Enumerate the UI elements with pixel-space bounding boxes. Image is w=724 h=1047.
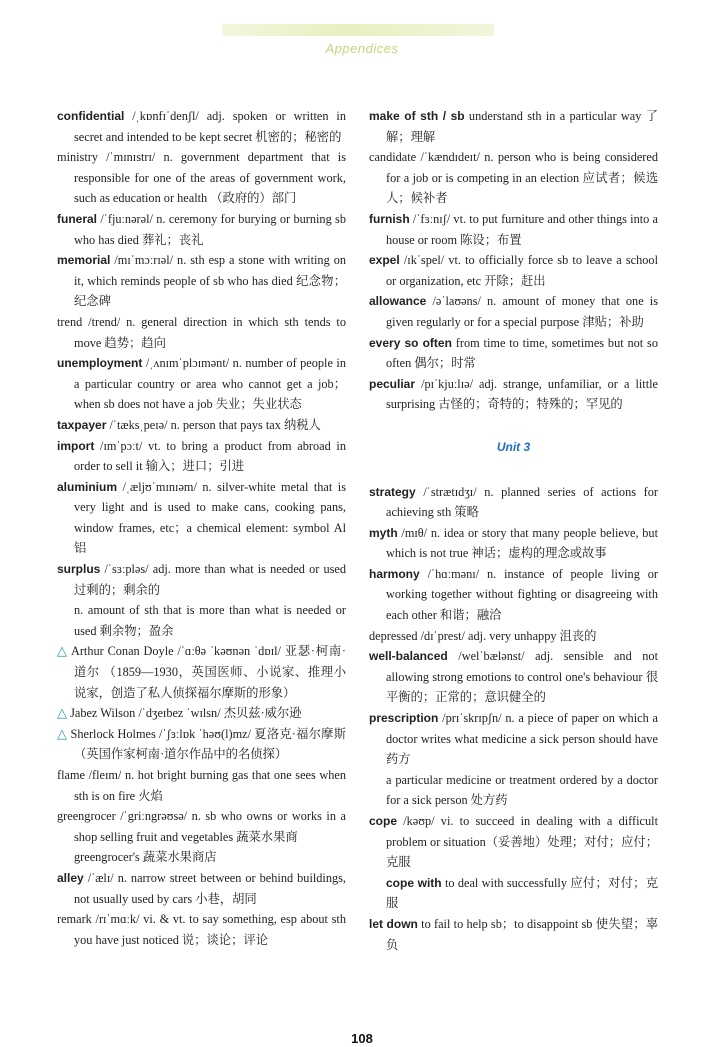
glossary-entry (369, 770, 658, 811)
entry-headword: expel (369, 253, 400, 268)
entry-definition: /mɪˈmɔːrɪəl/ n. sth esp a stone with writing on it, which reminds people of sb who has died 纪念物；纪念碑 (74, 253, 346, 309)
entry-definition: /welˈbælənst/ adj. sensible and not allowing strong emotions to control one's behaviour 很平衡的；正常的；意识健全的 (386, 649, 658, 705)
entry-headword: cope with (386, 875, 442, 890)
glossary-entry (57, 209, 346, 250)
entry-headword: let down (369, 916, 418, 931)
entry-definition: /ˈfjuːnərəl/ n. ceremony for burying or burning sb who has died 葬礼；丧礼 (74, 211, 346, 247)
right-column-bottom (369, 482, 658, 956)
glossary-entry (369, 291, 658, 332)
entry-headword: flame (57, 768, 85, 782)
entry-definition: Jabez Wilson /ˈdʒeɪbez ˈwɪlsn/ 杰贝兹·威尔逊 (67, 706, 302, 721)
entry-definition: n. amount of sth that is more than what is needed or used 剩余物；盈余 (74, 603, 346, 638)
glossary-entry (57, 559, 346, 600)
glossary-entry (369, 646, 658, 708)
glossary-entry (57, 641, 346, 703)
entry-definition: /ˈtæksˌpeɪə/ n. person that pays tax 纳税人 (106, 417, 321, 432)
glossary-entry (369, 564, 658, 626)
glossary-entry (57, 724, 346, 765)
entry-headword: ministry (57, 150, 98, 165)
entry-definition: understand sth in a particular way 了解；理解 (386, 109, 658, 144)
glossary-entry (57, 765, 346, 806)
entry-headword: remark (57, 912, 92, 927)
entry-definition: /ɪmˈpɔːt/ vt. to bring a product from abroad in order to sell it 输入；进口；引进 (74, 438, 346, 474)
entry-definition: /ˈhɑːmənɪ/ n. instance of people living or working together without fighting or disagreeing with each other 和谐；融洽 (386, 566, 658, 623)
triangle-marker-icon: △ (57, 643, 68, 659)
entry-definition: Sherlock Holmes /ˈʃɜːlɒk ˈhəʊ(l)mz/ 夏洛克·福尔摩斯（英国作家柯南·道尔作品中的名侦探） (67, 726, 346, 762)
entry-headword: alley (57, 870, 84, 885)
entry-headword: depressed (369, 628, 418, 643)
entry-headword: every so often (369, 335, 452, 350)
glossary-entry (57, 806, 346, 847)
glossary-entry (57, 106, 346, 147)
entry-headword: unemployment (57, 356, 143, 371)
entry-definition: /əˈlaʊəns/ n. amount of money that one is given regularly or for a special purpose 津贴；补助 (386, 294, 658, 329)
running-header: Appendices (325, 41, 399, 56)
glossary-entry (57, 147, 346, 209)
entry-definition: a particular medicine or treatment ordered by a doctor for a sick person 处方药 (386, 772, 658, 808)
glossary-entry (369, 482, 658, 523)
glossary-entry (369, 523, 658, 564)
triangle-marker-icon: △ (57, 725, 68, 741)
entry-headword: cope (369, 814, 398, 828)
entry-headword: import (57, 438, 95, 453)
page-number: 108 (351, 1031, 373, 1046)
entry-definition: /ˈælɪ/ n. narrow street between or behind buildings, not usually used by cars 小巷，胡同 (74, 870, 346, 906)
entry-definition: /ˈsɜːpləs/ adj. more than what is needed or used 过剩的；剩余的 (74, 562, 346, 597)
entry-definition: /fleɪm/ n. hot bright burning gas that one sees when sth is on fire 火焰 (74, 768, 346, 803)
glossary-entry (57, 436, 346, 477)
entry-definition: /trend/ n. general direction in which sth tends to move 趋势；趋向 (74, 314, 346, 350)
entry-definition: from time to time, sometimes but not so often 偶尔；时常 (386, 335, 658, 371)
entry-headword: well-balanced (369, 649, 448, 664)
glossary-entry (369, 209, 658, 250)
entry-headword: make of sth / sb (369, 109, 465, 123)
entry-definition: /ˈgriːngrəʊsə/ n. sb who owns or works in a shop selling fruit and vegetables 蔬菜水果商 (74, 809, 346, 844)
entry-definition: /pɪˈkjuːlɪə/ adj. strange, unfamiliar, or a little surprising 古怪的；奇特的；特殊的；罕见的 (386, 376, 658, 412)
glossary-entry (57, 868, 346, 909)
entry-definition: /ˈmɪnɪstrɪ/ n. government department that is responsible for one of the areas of government work, such as education or health （政府的）部门 (74, 150, 346, 206)
glossary-entry (369, 374, 658, 415)
glossary-entry (369, 147, 658, 209)
entry-headword: trend (57, 314, 83, 329)
glossary-entry (57, 353, 346, 415)
entry-headword: strategy (369, 484, 416, 499)
right-column-top (369, 106, 658, 415)
entry-headword: memorial (57, 253, 111, 268)
entry-headword: taxpayer (57, 417, 107, 432)
left-column (57, 106, 346, 950)
glossary-entry (369, 873, 658, 914)
right-column (369, 106, 658, 955)
glossary-entry (57, 703, 346, 724)
entry-headword: allowance (369, 294, 427, 309)
entry-headword: surplus (57, 562, 101, 577)
glossary-entry (369, 106, 658, 147)
entry-headword: aluminium (57, 479, 118, 494)
entry-headword: confidential (57, 109, 125, 123)
entry-definition: /ˈfɜːnɪʃ/ vt. to put furniture and other things into a house or room 陈设；布置 (386, 211, 658, 247)
entry-definition: /prɪˈskrɪpʃn/ n. a piece of paper on which a doctor writes what medicine a sick person should have 药方 (386, 711, 658, 767)
glossary-entry (369, 914, 658, 955)
glossary-entry (57, 312, 346, 353)
entry-definition: /ˌʌnɪmˈplɔɪmənt/ n. number of people in a particular country or area who cannot get a job；when sb does not have a job 失业；失业状态 (74, 356, 346, 412)
glossary-entry (57, 909, 346, 950)
entry-headword: funeral (57, 211, 98, 226)
glossary-entry (369, 250, 658, 291)
entry-definition: /rɪˈmɑːk/ vi. & vt. to say something, esp about sth you have just noticed 说；谈论；评论 (74, 912, 346, 947)
glossary-entry (57, 477, 346, 559)
entry-headword: furnish (369, 211, 410, 226)
glossary-entry (369, 333, 658, 374)
glossary-entry (57, 600, 346, 641)
entry-definition: /mɪθ/ n. idea or story that many people believe, but which is not true 神话；虚构的理念或故事 (386, 525, 658, 561)
glossary-entry (57, 847, 346, 868)
entry-headword: candidate (369, 150, 417, 165)
glossary-entry (369, 811, 658, 873)
entry-definition: /ˈkændɪdeɪt/ n. person who is being considered for a job or is competing in an election 应试者；候选人；候补者 (386, 150, 658, 206)
entry-definition: greengrocer's 蔬菜水果商店 (74, 850, 217, 865)
entry-definition: /ɪkˈspel/ vt. to officially force sb to leave a school or organization, etc 开除；赶出 (386, 253, 658, 288)
entry-definition: /ˌæljʊˈmɪnɪəm/ n. silver-white metal that is very light and is used to make cans, cooking pans, window frames, etc；a chemical element: symbol Al 铝 (74, 479, 346, 556)
entry-definition: to fail to help sb；to disappoint sb 使失望；辜负 (386, 916, 658, 952)
header-decoration-band (222, 24, 494, 36)
entry-definition: to deal with successfully 应付；对付；克服 (386, 875, 658, 911)
entry-headword: myth (369, 525, 398, 540)
entry-definition: /ˈstrætɪdʒɪ/ n. planned series of actions for achieving sth 策略 (386, 484, 658, 520)
glossary-entry (57, 415, 346, 436)
entry-headword: prescription (369, 711, 439, 726)
entry-definition: /kəʊp/ vi. to succeed in dealing with a difficult problem or situation（妥善地）处理；对付；应付；克服 (386, 814, 658, 870)
entry-definition: /dɪˈprest/ adj. very unhappy 沮丧的 (417, 628, 597, 643)
entry-definition: Arthur Conan Doyle /ˈɑːθə ˈkəʊnən ˈdɒɪl/ 亚瑟·柯南·道尔 （1859—1930，英国医师、小说家、推理小说家，创造了私人侦探福尔摩斯的形象） (67, 644, 347, 700)
glossary-entry (369, 708, 658, 770)
entry-definition: /ˌkɒnfɪˈdenʃl/ adj. spoken or written in secret and intended to be kept secret 机密的；秘密的 (74, 109, 346, 144)
entry-headword: peculiar (369, 376, 416, 391)
entry-headword: harmony (369, 566, 420, 581)
glossary-entry (369, 626, 658, 647)
triangle-marker-icon: △ (57, 705, 67, 721)
unit-heading: Unit 3 (496, 439, 531, 454)
entry-headword: greengrocer (57, 809, 116, 824)
glossary-entry (57, 250, 346, 312)
